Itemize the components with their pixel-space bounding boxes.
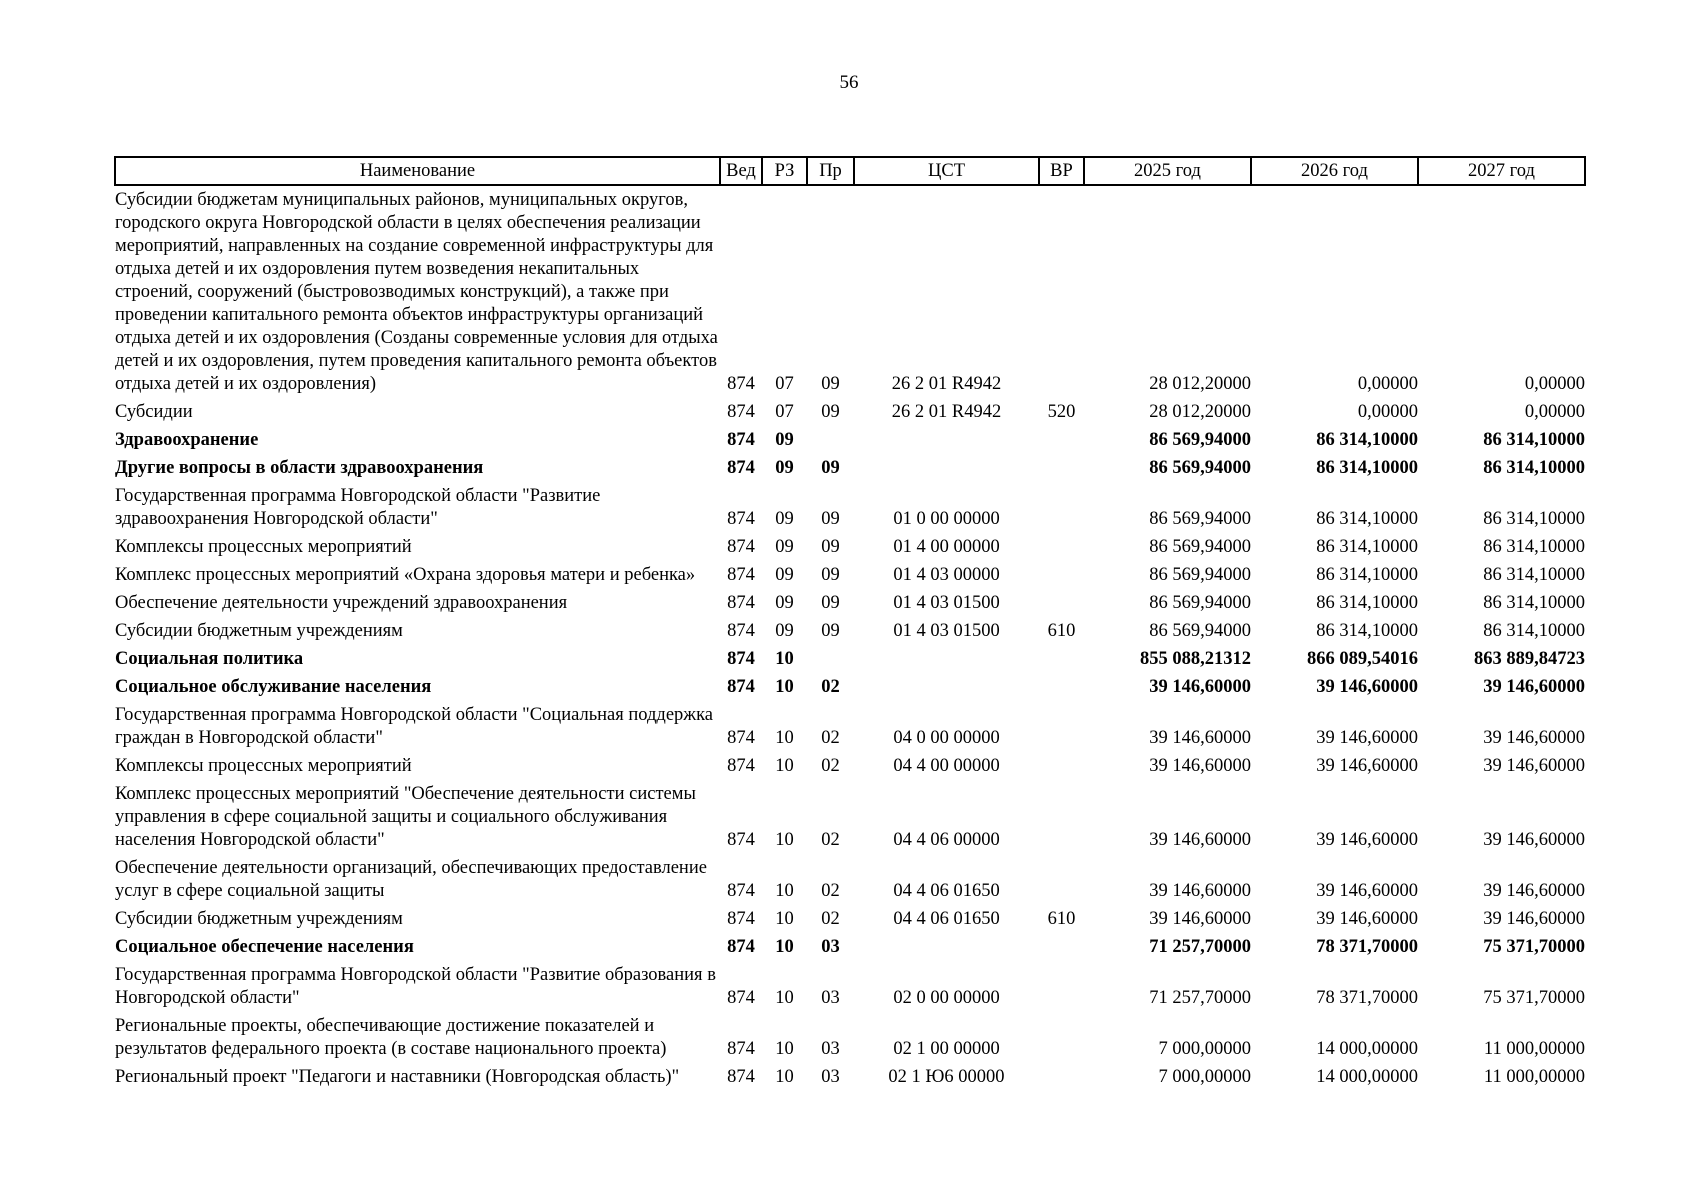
cell-ved: 874 bbox=[727, 909, 755, 929]
cell-2027: 86 314,10000 bbox=[1483, 565, 1585, 585]
cell-rz: 10 bbox=[775, 830, 794, 850]
cell-vr bbox=[1039, 185, 1084, 398]
cell-pr: 09 bbox=[821, 402, 840, 422]
cell-rz: 09 bbox=[775, 509, 794, 529]
header-rz: РЗ bbox=[762, 157, 807, 185]
cell-2025: 7 000,00000 bbox=[1158, 1067, 1251, 1087]
cell-vr bbox=[1039, 933, 1084, 961]
cell-cst bbox=[854, 645, 1039, 673]
table-row bbox=[115, 673, 1585, 701]
cell-2026: 86 314,10000 bbox=[1316, 621, 1418, 641]
cell-cst bbox=[854, 426, 1039, 454]
header-ved: Вед bbox=[720, 157, 762, 185]
cell-ved: 874 bbox=[727, 988, 755, 1008]
cell-vr bbox=[1039, 1063, 1084, 1091]
cell-ved: 874 bbox=[727, 1067, 755, 1087]
table-body bbox=[115, 185, 1585, 1091]
cell-pr: 03 bbox=[821, 1039, 840, 1059]
table-row bbox=[115, 905, 1585, 933]
cell-2027: 863 889,84723 bbox=[1474, 649, 1585, 669]
cell-2025: 71 257,70000 bbox=[1149, 988, 1251, 1008]
cell-name: Субсидии бюджетам муниципальных районов, муниципальных округов, городского округа Новгородской области в целях обеспечения реализации мероприятий, направленных на создание современной инфраструктуры для отдыха детей и их оздоровления путем возведения некапитальных строений, сооружений (быстровозводимых конструкций), а также при проведении капитального ремонта объектов инфраструктуры организаций отдыха детей и их оздоровления (Созданы современные условия для отдыха детей и их оздоровления, путем проведения капитального ремонта объектов отдыха детей и их оздоровления) bbox=[115, 190, 718, 394]
cell-ved: 874 bbox=[727, 756, 755, 776]
cell-pr: 02 bbox=[821, 830, 840, 850]
header-2025: 2025 год bbox=[1084, 157, 1251, 185]
cell-name: Здравоохранение bbox=[115, 430, 259, 450]
cell-ved: 874 bbox=[727, 374, 755, 394]
cell-pr bbox=[807, 645, 854, 673]
cell-2026: 0,00000 bbox=[1357, 402, 1418, 422]
cell-ved: 874 bbox=[727, 1039, 755, 1059]
cell-2025: 39 146,60000 bbox=[1149, 830, 1251, 850]
cell-vr bbox=[1039, 454, 1084, 482]
cell-2027: 0,00000 bbox=[1524, 402, 1585, 422]
table-row bbox=[115, 561, 1585, 589]
table-row bbox=[115, 398, 1585, 426]
cell-2027: 39 146,60000 bbox=[1483, 677, 1585, 697]
cell-pr: 09 bbox=[821, 374, 840, 394]
cell-name: Социальное обслуживание населения bbox=[115, 677, 432, 697]
header-2026: 2026 год bbox=[1251, 157, 1418, 185]
cell-name: Государственная программа Новгородской области "Социальная поддержка граждан в Новгородской области" bbox=[115, 705, 713, 748]
cell-rz: 10 bbox=[775, 937, 794, 957]
cell-vr: 610 bbox=[1047, 621, 1076, 641]
table-header-row bbox=[115, 157, 1585, 185]
cell-name: Субсидии bbox=[115, 402, 193, 422]
cell-2026: 86 314,10000 bbox=[1316, 565, 1418, 585]
cell-rz: 09 bbox=[775, 565, 794, 585]
cell-name: Комплекс процессных мероприятий «Охрана здоровья матери и ребенка» bbox=[115, 565, 696, 585]
cell-2027: 86 314,10000 bbox=[1483, 621, 1585, 641]
cell-name: Комплексы процессных мероприятий bbox=[115, 537, 412, 557]
cell-2026: 0,00000 bbox=[1357, 374, 1418, 394]
cell-ved: 874 bbox=[727, 937, 755, 957]
cell-2027: 86 314,10000 bbox=[1483, 509, 1585, 529]
cell-rz: 07 bbox=[775, 402, 794, 422]
table-row bbox=[115, 185, 1585, 398]
cell-rz: 10 bbox=[775, 1039, 794, 1059]
cell-2027: 39 146,60000 bbox=[1483, 830, 1585, 850]
table-row bbox=[115, 780, 1585, 854]
cell-pr bbox=[807, 426, 854, 454]
cell-cst: 01 4 03 01500 bbox=[893, 621, 1000, 641]
cell-2025: 28 012,20000 bbox=[1149, 402, 1251, 422]
cell-name: Социальное обеспечение населения bbox=[115, 937, 414, 957]
cell-pr: 03 bbox=[821, 988, 840, 1008]
cell-rz: 09 bbox=[775, 621, 794, 641]
cell-ved: 874 bbox=[727, 565, 755, 585]
cell-vr bbox=[1039, 780, 1084, 854]
cell-2027: 0,00000 bbox=[1524, 374, 1585, 394]
table-row bbox=[115, 426, 1585, 454]
table-row bbox=[115, 752, 1585, 780]
cell-pr: 09 bbox=[821, 458, 840, 478]
cell-name: Субсидии бюджетным учреждениям bbox=[115, 909, 403, 929]
cell-rz: 09 bbox=[775, 593, 794, 613]
header-name: Наименование bbox=[115, 157, 720, 185]
table-row bbox=[115, 854, 1585, 905]
cell-2027: 86 314,10000 bbox=[1483, 537, 1585, 557]
cell-ved: 874 bbox=[727, 458, 755, 478]
cell-2026: 39 146,60000 bbox=[1316, 728, 1418, 748]
cell-vr bbox=[1039, 561, 1084, 589]
cell-ved: 874 bbox=[727, 402, 755, 422]
cell-vr bbox=[1039, 752, 1084, 780]
cell-ved: 874 bbox=[727, 430, 755, 450]
cell-2026: 39 146,60000 bbox=[1316, 756, 1418, 776]
cell-2026: 86 314,10000 bbox=[1316, 593, 1418, 613]
cell-vr bbox=[1039, 1012, 1084, 1063]
cell-vr bbox=[1039, 701, 1084, 752]
cell-rz: 09 bbox=[775, 430, 794, 450]
cell-cst: 02 0 00 00000 bbox=[893, 988, 1000, 1008]
cell-2026: 86 314,10000 bbox=[1316, 509, 1418, 529]
cell-2027: 86 314,10000 bbox=[1483, 430, 1585, 450]
cell-name: Комплекс процессных мероприятий "Обеспечение деятельности системы управления в сфере социальной защиты и социального обслуживания населения Новгородской области" bbox=[115, 784, 696, 850]
cell-ved: 874 bbox=[727, 881, 755, 901]
cell-pr: 09 bbox=[821, 509, 840, 529]
cell-2025: 86 569,94000 bbox=[1149, 458, 1251, 478]
cell-ved: 874 bbox=[727, 728, 755, 748]
table-row bbox=[115, 454, 1585, 482]
cell-2027: 75 371,70000 bbox=[1483, 988, 1585, 1008]
cell-pr: 09 bbox=[821, 621, 840, 641]
cell-cst: 01 0 00 00000 bbox=[893, 509, 1000, 529]
cell-name: Другие вопросы в области здравоохранения bbox=[115, 458, 484, 478]
cell-name: Государственная программа Новгородской области "Развитие образования в Новгородской области" bbox=[115, 965, 716, 1008]
cell-vr bbox=[1039, 533, 1084, 561]
cell-2026: 14 000,00000 bbox=[1316, 1067, 1418, 1087]
cell-rz: 09 bbox=[775, 458, 794, 478]
cell-2025: 86 569,94000 bbox=[1149, 430, 1251, 450]
cell-name: Государственная программа Новгородской области "Развитие здравоохранения Новгородской области" bbox=[115, 486, 601, 529]
cell-pr: 09 bbox=[821, 537, 840, 557]
cell-2025: 71 257,70000 bbox=[1149, 937, 1251, 957]
cell-cst: 01 4 03 01500 bbox=[893, 593, 1000, 613]
cell-2025: 28 012,20000 bbox=[1149, 374, 1251, 394]
table-row bbox=[115, 933, 1585, 961]
cell-2025: 86 569,94000 bbox=[1149, 509, 1251, 529]
cell-cst bbox=[854, 673, 1039, 701]
cell-2026: 39 146,60000 bbox=[1316, 881, 1418, 901]
cell-2026: 866 089,54016 bbox=[1307, 649, 1418, 669]
cell-2026: 86 314,10000 bbox=[1316, 537, 1418, 557]
cell-rz: 10 bbox=[775, 677, 794, 697]
cell-name: Региональный проект "Педагоги и наставники (Новгородская область)" bbox=[115, 1067, 680, 1087]
table-row bbox=[115, 961, 1585, 1012]
table-row bbox=[115, 1063, 1585, 1091]
cell-pr: 09 bbox=[821, 565, 840, 585]
cell-cst: 04 4 06 01650 bbox=[893, 909, 1000, 929]
cell-name: Социальная политика bbox=[115, 649, 304, 669]
cell-cst: 01 4 00 00000 bbox=[893, 537, 1000, 557]
cell-2025: 39 146,60000 bbox=[1149, 756, 1251, 776]
cell-2027: 75 371,70000 bbox=[1483, 937, 1585, 957]
table-row bbox=[115, 645, 1585, 673]
cell-ved: 874 bbox=[727, 537, 755, 557]
cell-cst: 26 2 01 R4942 bbox=[891, 374, 1002, 394]
cell-vr bbox=[1039, 645, 1084, 673]
cell-vr bbox=[1039, 426, 1084, 454]
cell-2026: 14 000,00000 bbox=[1316, 1039, 1418, 1059]
cell-vr bbox=[1039, 854, 1084, 905]
cell-2025: 855 088,21312 bbox=[1140, 649, 1251, 669]
table-row bbox=[115, 589, 1585, 617]
cell-cst: 04 4 00 00000 bbox=[893, 756, 1000, 776]
cell-cst: 02 1 Ю6 00000 bbox=[888, 1067, 1005, 1087]
cell-2027: 11 000,00000 bbox=[1483, 1039, 1585, 1059]
cell-pr: 03 bbox=[821, 1067, 840, 1087]
cell-name: Комплексы процессных мероприятий bbox=[115, 756, 412, 776]
cell-vr bbox=[1039, 589, 1084, 617]
cell-rz: 07 bbox=[775, 374, 794, 394]
cell-2026: 86 314,10000 bbox=[1316, 458, 1418, 478]
cell-cst: 26 2 01 R4942 bbox=[891, 402, 1002, 422]
cell-ved: 874 bbox=[727, 593, 755, 613]
cell-2027: 86 314,10000 bbox=[1483, 458, 1585, 478]
header-vr: ВР bbox=[1039, 157, 1084, 185]
cell-ved: 874 bbox=[727, 509, 755, 529]
budget-table bbox=[114, 156, 1586, 1091]
cell-2025: 39 146,60000 bbox=[1149, 909, 1251, 929]
table-row bbox=[115, 482, 1585, 533]
header-cst: ЦСТ bbox=[854, 157, 1039, 185]
cell-name: Субсидии бюджетным учреждениям bbox=[115, 621, 403, 641]
table-row bbox=[115, 701, 1585, 752]
cell-rz: 10 bbox=[775, 988, 794, 1008]
cell-2025: 86 569,94000 bbox=[1149, 593, 1251, 613]
cell-2025: 39 146,60000 bbox=[1149, 728, 1251, 748]
cell-pr: 09 bbox=[821, 593, 840, 613]
table-row bbox=[115, 1012, 1585, 1063]
cell-cst: 01 4 03 00000 bbox=[893, 565, 1000, 585]
cell-ved: 874 bbox=[727, 830, 755, 850]
header-2027: 2027 год bbox=[1418, 157, 1585, 185]
cell-rz: 10 bbox=[775, 756, 794, 776]
cell-2026: 39 146,60000 bbox=[1316, 830, 1418, 850]
header-pr: Пр bbox=[807, 157, 854, 185]
cell-2025: 7 000,00000 bbox=[1158, 1039, 1251, 1059]
cell-vr bbox=[1039, 961, 1084, 1012]
cell-cst: 04 4 06 00000 bbox=[893, 830, 1000, 850]
cell-cst bbox=[854, 933, 1039, 961]
cell-2026: 86 314,10000 bbox=[1316, 430, 1418, 450]
table-row bbox=[115, 617, 1585, 645]
cell-rz: 10 bbox=[775, 909, 794, 929]
table-row bbox=[115, 533, 1585, 561]
page-number: 56 bbox=[839, 72, 859, 93]
cell-2025: 86 569,94000 bbox=[1149, 565, 1251, 585]
cell-name: Региональные проекты, обеспечивающие достижение показателей и результатов федерального проекта (в составе национального проекта) bbox=[115, 1016, 667, 1059]
cell-2026: 39 146,60000 bbox=[1316, 677, 1418, 697]
cell-cst: 04 4 06 01650 bbox=[893, 881, 1000, 901]
cell-vr: 610 bbox=[1047, 909, 1076, 929]
cell-pr: 02 bbox=[821, 677, 840, 697]
cell-2026: 78 371,70000 bbox=[1316, 988, 1418, 1008]
cell-2025: 86 569,94000 bbox=[1149, 621, 1251, 641]
cell-rz: 10 bbox=[775, 1067, 794, 1087]
cell-2027: 39 146,60000 bbox=[1483, 881, 1585, 901]
cell-vr bbox=[1039, 673, 1084, 701]
cell-pr: 02 bbox=[821, 881, 840, 901]
cell-rz: 10 bbox=[775, 649, 794, 669]
cell-2025: 39 146,60000 bbox=[1149, 881, 1251, 901]
cell-ved: 874 bbox=[727, 677, 755, 697]
cell-vr bbox=[1039, 482, 1084, 533]
cell-rz: 10 bbox=[775, 881, 794, 901]
cell-cst: 02 1 00 00000 bbox=[893, 1039, 1000, 1059]
cell-ved: 874 bbox=[727, 621, 755, 641]
cell-2027: 39 146,60000 bbox=[1483, 909, 1585, 929]
cell-2026: 39 146,60000 bbox=[1316, 909, 1418, 929]
cell-2027: 11 000,00000 bbox=[1483, 1067, 1585, 1087]
cell-cst: 04 0 00 00000 bbox=[893, 728, 1000, 748]
cell-pr: 02 bbox=[821, 756, 840, 776]
cell-2027: 39 146,60000 bbox=[1483, 728, 1585, 748]
cell-2027: 39 146,60000 bbox=[1483, 756, 1585, 776]
cell-rz: 09 bbox=[775, 537, 794, 557]
cell-rz: 10 bbox=[775, 728, 794, 748]
cell-2025: 39 146,60000 bbox=[1149, 677, 1251, 697]
cell-pr: 02 bbox=[821, 728, 840, 748]
cell-vr: 520 bbox=[1047, 402, 1076, 422]
cell-ved: 874 bbox=[727, 649, 755, 669]
cell-2027: 86 314,10000 bbox=[1483, 593, 1585, 613]
cell-name: Обеспечение деятельности учреждений здравоохранения bbox=[115, 593, 568, 613]
cell-2025: 86 569,94000 bbox=[1149, 537, 1251, 557]
cell-name: Обеспечение деятельности организаций, обеспечивающих предоставление услуг в сфере социальной защиты bbox=[115, 858, 707, 901]
cell-pr: 03 bbox=[821, 937, 840, 957]
cell-pr: 02 bbox=[821, 909, 840, 929]
cell-2026: 78 371,70000 bbox=[1316, 937, 1418, 957]
cell-cst bbox=[854, 454, 1039, 482]
